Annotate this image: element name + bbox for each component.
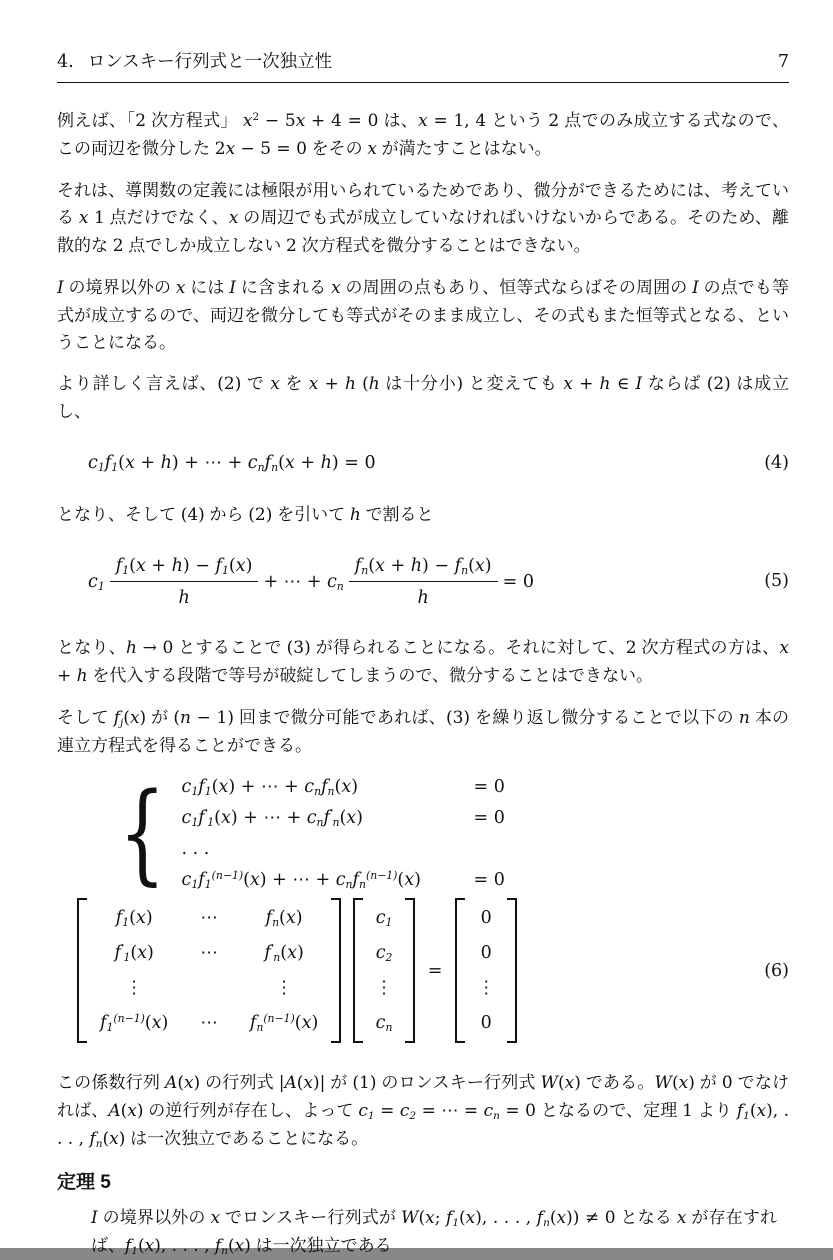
matrix-cell: ⋮ (275, 978, 293, 998)
vector-cell: $c_2$ (375, 943, 393, 965)
system-row (182, 866, 505, 894)
paragraph-subtract-divide: となり、そして (4) から (2) を引いて h で割ると (57, 505, 434, 525)
equation-4 (57, 449, 789, 477)
system-row-lhs: $c_1f_1^{(n-1)}(x)$ + ⋯ + $c_nf_n^{(n-1)}(x)$ (181, 869, 421, 892)
vector-cell: $c_n$ (375, 1013, 393, 1035)
matrix-cell: $f'_1(x)$ (114, 942, 154, 965)
vector-cell: ⋮ (375, 978, 393, 998)
left-curly-brace: { (118, 769, 166, 897)
fraction-1 (110, 553, 259, 610)
section-number: 4. (57, 52, 74, 72)
left-bracket (77, 898, 87, 1043)
fraction-2-numerator: $f_n(x + h) - f_n(x)$ (349, 553, 498, 582)
matrix-cell: $f_n^{(n-1)}(x)$ (249, 1012, 319, 1035)
matrix-cell: $f_1^{(n-1)}(x)$ (100, 1012, 169, 1035)
matrix-cell: $f_n(x)$ (265, 908, 303, 930)
paragraph-quadratic-example: 例えば、「2 次方程式」 $x^2 - 5x + 4 = 0$ は、x = 1, 4 という 2 点でのみ成立する式なので、この両辺を微分した 2x − 5 = 0 をその x が満たすことはない。 (57, 111, 789, 159)
fraction-2-denominator: h (417, 588, 429, 608)
matrix-cell: ⋮ (125, 978, 143, 998)
fraction-1-numerator: $f_1(x + h) - f_1(x)$ (110, 553, 259, 582)
left-bracket (353, 898, 363, 1043)
page-header (57, 48, 789, 83)
right-bracket (405, 898, 415, 1043)
system-rows (182, 773, 505, 894)
vector-c-grid (363, 898, 405, 1043)
matrix-cell: $f_1(x)$ (115, 908, 153, 930)
theorem-heading: 定理 5 (57, 1172, 111, 1193)
section-title: ロンスキー行列式と一次独立性 (87, 51, 333, 71)
vector-zero-grid (465, 898, 507, 1043)
system-row-lhs: $c_1f'_1(x)$ + ⋯ + $c_nf'_n(x)$ (181, 807, 363, 830)
matrix-A-grid (87, 898, 331, 1043)
fraction-2 (349, 553, 498, 610)
paragraph-wronskian-conclusion: この係数行列 A(x) の行列式 |A(x)| が (1) のロンスキー行列式 W(x) である。W(x) が 0 でなければ、A(x) の逆行列が存在し、よって $c_1 = c_2$ = ⋯ = $c_n = 0$ となるので、定理 1 より $f_1(x)$, . . . , $f_n(x)$ は一次独立であることになる。 (57, 1073, 790, 1150)
paragraph-n-equations: そして $f_j(x)$ が (n − 1) 回まで微分可能であれば、(3) を繰り返し微分することで以下の n 本の連立方程式を得ることができる。 (57, 708, 789, 755)
system-row-rhs: = 0 (473, 808, 505, 828)
system-row-lhs: $c_1f_1(x)$ + ⋯ + $c_nf_n(x)$ (181, 777, 359, 799)
page-number: 7 (777, 52, 789, 72)
vector-cell: ⋮ (477, 978, 495, 998)
equation-5-tag: (5) (764, 571, 789, 591)
paragraph-more-precisely: より詳しく言えば、(2) で x を x + h (h は十分小) と変えても x + h ∈ I ならば (2) は成立し、 (57, 374, 789, 421)
system-row (182, 835, 505, 863)
vector-cell: 0 (480, 1013, 492, 1033)
system-row-rhs: = 0 (473, 777, 505, 797)
right-bracket (331, 898, 341, 1043)
equation-4-tag: (4) (764, 452, 789, 473)
fraction-1-denominator: h (178, 588, 190, 608)
matrix-cell: ⋯ (200, 908, 218, 928)
system-row-rhs: = 0 (473, 870, 505, 890)
theorem-body: I の境界以外の x でロンスキー行列式が W(x; $f_1(x)$, . . . , $f_n(x)) \ne 0$ となる x が存在すれば、$f_1(x)$, . . . , $f_n(x)$ は一次独立である (91, 1208, 777, 1257)
equation-5 (57, 553, 789, 610)
vector-cell: 0 (480, 943, 492, 963)
vector-zero (455, 898, 517, 1043)
equation-5-middle: + ⋯ + $c_n$ (263, 571, 344, 593)
vector-c (353, 898, 415, 1043)
equation-system (57, 769, 789, 897)
equation-6-tag: (6) (764, 960, 789, 981)
left-bracket (455, 898, 465, 1043)
vector-cell: $c_1$ (375, 908, 393, 930)
paragraph-derivative-definition: それは、導関数の定義には極限が用いられているためであり、微分ができるためには、考えている x 1 点だけでなく、x の周辺でも式が成立していなければいけないからである。そのため、離散的な 2 点でしか成立しない 2 次方程式を微分することはできない。 (57, 181, 789, 256)
paragraph-limit-h: となり、h → 0 とすることで (3) が得られることになる。それに対して、2 次方程式の方は、x + h を代入する段階で等号が破綻してしまうので、微分することはできない。 (57, 638, 790, 686)
equation-4-body: $c_1f_1(x + h)$ + ⋯ + $c_nf_n(x + h) = 0$ (88, 453, 376, 475)
matrix-cell: $f'_n(x)$ (264, 942, 304, 965)
matrix-A (77, 898, 341, 1043)
system-row (182, 773, 505, 801)
matrix-cell: ⋯ (200, 943, 218, 963)
right-bracket (507, 898, 517, 1043)
paragraph-identity-interval: I の境界以外の x には I に含まれる x の周囲の点もあり、恒等式ならばその周囲の I の点でも等式が成立するので、両辺を微分しても等式がそのまま成立し、その式もまた恒等式となる、ということになる。 (57, 278, 789, 352)
equation-6 (57, 898, 789, 1043)
equation-5-lead: $c_1$ (88, 571, 105, 593)
vector-cell: 0 (480, 908, 492, 928)
matrix-cell: ⋯ (200, 1013, 218, 1033)
system-row (182, 804, 505, 832)
equation-5-tail: = 0 (502, 571, 534, 592)
equals-sign: = (427, 960, 443, 981)
system-row-lhs: . . . (181, 839, 210, 859)
